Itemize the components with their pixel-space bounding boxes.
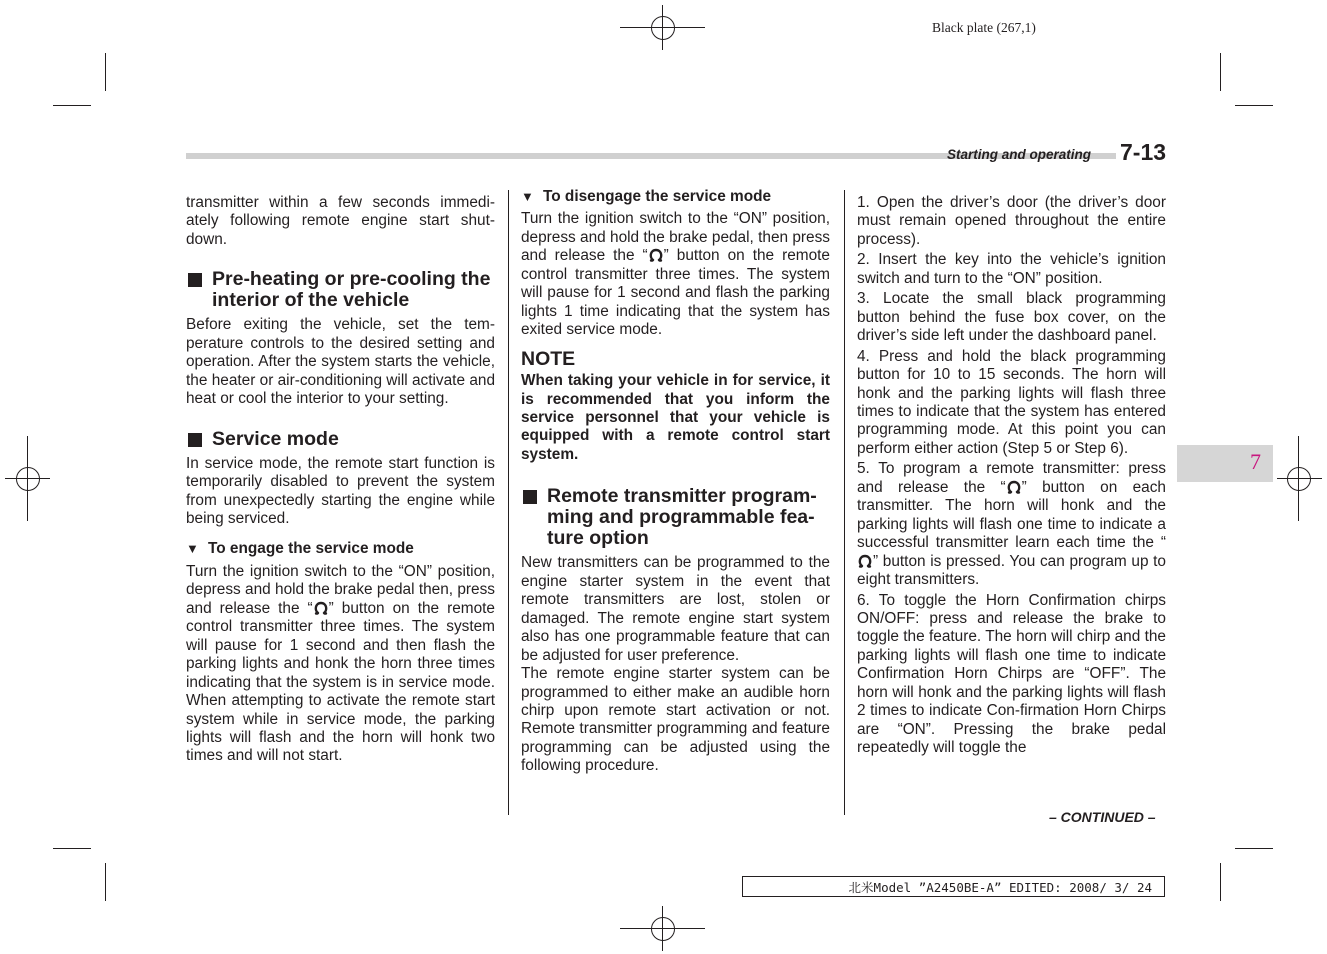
continued-label: – CONTINUED – bbox=[1049, 809, 1156, 825]
heading-remote-programming: Remote transmitter program-ming and programmable fea-ture option bbox=[521, 486, 830, 549]
paragraph: transmitter within a few seconds immedi-ately following remote engine start shut-down. bbox=[186, 194, 495, 248]
remote-start-icon bbox=[648, 247, 664, 263]
paragraph: Before exiting the vehicle, set the tem-perature controls to the desired setting and operation. After the system starts the vehicle, the heater or air-conditioning will activate and heat or cool the interior to your setting. bbox=[186, 316, 495, 408]
section-title: Starting and operating bbox=[947, 147, 1092, 162]
column-1 bbox=[186, 194, 495, 766]
triangle-down-icon: ▼ bbox=[521, 189, 534, 204]
remote-start-icon bbox=[1006, 479, 1022, 495]
step-1: 1. Open the driver’s door (the driver’s door must remain opened throughout the entire process). bbox=[857, 194, 1166, 248]
column-divider bbox=[508, 190, 509, 815]
remote-start-icon bbox=[313, 600, 329, 616]
chapter-tab-number: 7 bbox=[1250, 449, 1261, 474]
column-divider bbox=[844, 190, 845, 815]
step-4: 4. Press and hold the black programming button for 10 to 15 seconds. The horn will honk and the parking lights will flash three times to indicate that the system has entered programming mode. At this point you can perform either action (Step 5 or Step 6). bbox=[857, 347, 1166, 457]
step-3: 3. Locate the small black programming button behind the fuse box cover, on the driver’s side left under the dashboard panel. bbox=[857, 290, 1166, 345]
heading-preheat: Pre-heating or pre-cooling the interior of the vehicle bbox=[186, 269, 495, 311]
paragraph: Turn the ignition switch to the “ON” position, depress and hold the brake pedal, then press and release the “ ” button on the remote control transmitter three times. The system will pause for 1 second and flash the parking lights 1 time indicating that the system has exited service mode. bbox=[521, 210, 830, 339]
paragraph: New transmitters can be programmed to the engine starter system in the event that remote transmitters are lost, stolen or damaged. The remote engine start system also has one programmable feature that can be adjusted for user preference. bbox=[521, 554, 830, 664]
step-5: 5. To program a remote transmitter: press and release the “ ” button on each transmitter. The horn will honk and the parking lights will flash one time to indicate a successful transmitter learn each time the “” button is pressed. You can program up to eight transmitters. bbox=[857, 460, 1166, 589]
step-6: 6. To toggle the Horn Confirmation chirps ON/OFF: press and release the brake to toggle the feature. The horn will chirp and the parking lights will flash one time to indicate Confirmation Horn Chirps are “OFF”. The horn will honk and the parking lights will flash 2 times to indicate Con-firmation Horn Chirps are “ON”. Pressing the brake pedal repeatedly will toggle the bbox=[857, 591, 1166, 757]
step-2: 2. Insert the key into the vehicle’s ignition switch and turn to the “ON” position. bbox=[857, 251, 1166, 287]
paragraph: Turn the ignition switch to the “ON” position, depress and hold the brake pedal then, press and release the “ ” button on the remote control transmitter three times. The system will pause for 1 second and then flash the parking lights and honk the horn three times indicating that the system is in service mode. When attempting to activate the remote start system while in service mode, the parking lights will flash and the horn will honk two times and will not start. bbox=[186, 562, 495, 765]
square-bullet-icon bbox=[523, 490, 537, 504]
column-3 bbox=[857, 194, 1166, 758]
heading-service-mode: Service mode bbox=[186, 429, 495, 450]
square-bullet-icon bbox=[188, 273, 202, 287]
square-bullet-icon bbox=[188, 433, 202, 447]
heading-engage: ▼ To engage the service mode bbox=[186, 540, 414, 558]
note-text: When taking your vehicle in for service, it is recommended that you inform the service personnel that your vehicle is equipped with a remote control start system. bbox=[521, 372, 830, 463]
page-number: 7-13 bbox=[1120, 139, 1167, 165]
paragraph: In service mode, the remote start function is temporarily disabled to prevent the system from unexpectedly starting the engine while being serviced. bbox=[186, 454, 495, 527]
remote-start-icon bbox=[857, 553, 873, 569]
column-2 bbox=[521, 176, 830, 776]
paragraph: The remote engine starter system can be programmed to either make an audible horn chirp upon remote start activation or not. Remote transmitter programming and feature programming can be adjusted using the following procedure. bbox=[521, 665, 830, 775]
heading-disengage: ▼ To disengage the service mode bbox=[521, 188, 772, 205]
triangle-down-icon: ▼ bbox=[186, 541, 199, 557]
note-title: NOTE bbox=[521, 347, 576, 370]
edition-footer: 北米Model ”A2450BE-A” EDITED: 2008/ 3/ 24 bbox=[742, 876, 1165, 897]
plate-label: Black plate (267,1) bbox=[932, 20, 1036, 35]
